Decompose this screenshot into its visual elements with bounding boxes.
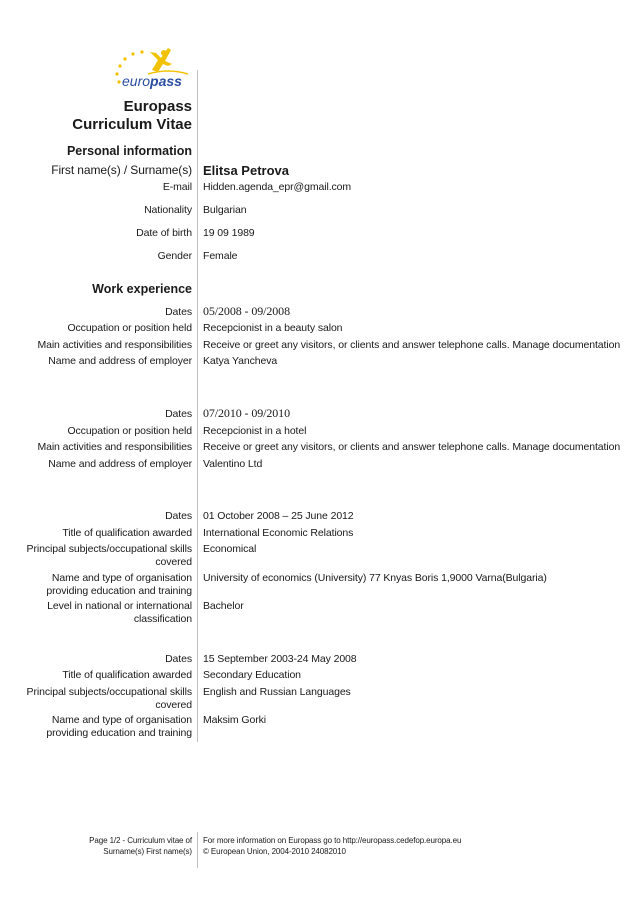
edu1-organisation-label-1: Name and type of organisation (51, 572, 192, 584)
edu1-qualification-label: Title of qualification awarded (62, 527, 192, 539)
dob-value: 19 09 1989 (203, 227, 255, 239)
edu2-organisation: Maksim Gorki (203, 714, 266, 726)
europass-logo-graphic (108, 44, 208, 90)
svg-text:europass: europass (122, 73, 182, 89)
email-value: Hidden.agenda_epr@gmail.com (203, 181, 352, 193)
edu2-subjects: English and Russian Languages (203, 686, 351, 698)
name-label: First name(s) / Surname(s) (51, 163, 192, 177)
edu2-subjects-label-1: Principal subjects/occupational skills (26, 686, 192, 698)
edu1-level: Bachelor (203, 600, 244, 612)
job1-occupation-label: Occupation or position held (67, 322, 192, 334)
cv-title-line1: Europass (123, 98, 192, 115)
job1-employer: Katya Yancheva (203, 355, 278, 367)
job2-dates: 07/2010 - 09/2010 (203, 406, 290, 420)
edu1-dates-label: Dates (165, 510, 192, 522)
edu1-level-label-2: classification (133, 613, 192, 625)
europass-logo (108, 44, 208, 90)
personal-information-heading: Personal information (66, 144, 192, 158)
column-divider-top (197, 70, 198, 742)
job1-employer-label: Name and address of employer (48, 355, 192, 367)
edu2-dates-label: Dates (165, 653, 192, 665)
edu1-qualification: International Economic Relations (203, 527, 354, 539)
edu1-subjects: Economical (203, 543, 257, 555)
gender-label: Gender (157, 250, 192, 262)
job2-employer: Valentino Ltd (203, 458, 263, 470)
edu1-organisation-label-2: providing education and training (46, 585, 192, 597)
job1-dates-label: Dates (165, 306, 192, 318)
edu2-organisation-label-2: providing education and training (46, 727, 192, 739)
nationality-label: Nationality (144, 204, 192, 216)
footer-info-line2: © European Union, 2004-2010 24082010 (203, 847, 346, 856)
cv-title-line2: Curriculum Vitae (72, 116, 192, 133)
job1-activities-label: Main activities and responsibilities (37, 339, 192, 351)
footer-page-line1: Page 1/2 - Curriculum vitae of (89, 836, 192, 845)
job2-employer-label: Name and address of employer (48, 458, 192, 470)
job2-activities-label: Main activities and responsibilities (37, 441, 192, 453)
footer-page-line2: Surname(s) First name(s) (103, 847, 192, 856)
edu2-qualification: Secondary Education (203, 669, 301, 681)
dob-label: Date of birth (136, 227, 192, 239)
nationality-value: Bulgarian (203, 204, 247, 216)
edu2-subjects-label-2: covered (155, 699, 192, 711)
footer-info-line1: For more information on Europass go to http://europass.cedefop.europa.eu (203, 836, 462, 845)
edu1-organisation: University of economics (University) 77 Knyas Boris 1,9000 Varna(Bulgaria) (203, 572, 547, 584)
edu2-organisation-label-1: Name and type of organisation (51, 714, 192, 726)
edu1-dates: 01 October 2008 – 25 June 2012 (203, 510, 354, 522)
job1-occupation: Recepcionist in a beauty salon (203, 322, 343, 334)
edu2-qualification-label: Title of qualification awarded (62, 669, 192, 681)
job1-dates: 05/2008 - 09/2008 (203, 304, 290, 318)
work-experience-heading: Work experience (92, 282, 192, 296)
edu1-level-label-1: Level in national or international (47, 600, 192, 612)
edu1-subjects-label-2: covered (155, 556, 192, 568)
job2-activities: Receive or greet any visitors, or clients and answer telephone calls. Manage documentation (203, 441, 621, 453)
column-divider-footer (197, 832, 198, 868)
job2-occupation: Recepcionist in a hotel (203, 425, 307, 437)
job1-activities: Receive or greet any visitors, or clients and answer telephone calls. Manage documentation (203, 339, 621, 351)
edu2-dates: 15 September 2003-24 May 2008 (203, 653, 357, 665)
gender-value: Female (203, 250, 238, 262)
full-name: Elitsa Petrova (203, 163, 289, 178)
job2-dates-label: Dates (165, 408, 192, 420)
email-label: E-mail (162, 181, 192, 193)
edu1-subjects-label-1: Principal subjects/occupational skills (26, 543, 192, 555)
job2-occupation-label: Occupation or position held (67, 425, 192, 437)
